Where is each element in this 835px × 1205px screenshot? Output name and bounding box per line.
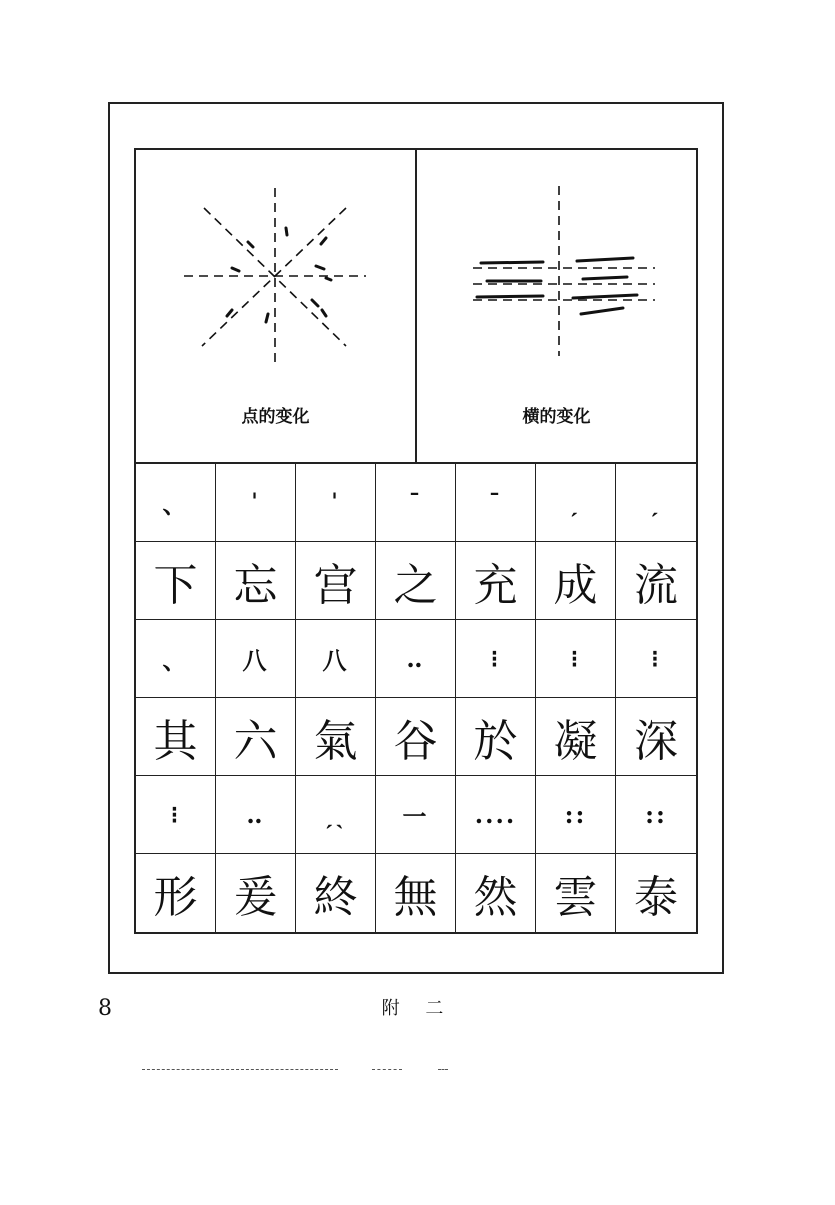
diagram-panel [134, 148, 698, 464]
grid-cell: ‥ [376, 620, 456, 698]
grid-cell: 成 [536, 542, 616, 620]
grid-cell: 六 [216, 698, 296, 776]
grid-cell: :: [616, 776, 696, 854]
grid-cell: 形 [136, 854, 216, 932]
grid-cell: 八 [216, 620, 296, 698]
grid-cell: ˉ [456, 464, 536, 542]
grid-cell: 終 [296, 854, 376, 932]
grid-cell: 爰 [216, 854, 296, 932]
grid-cell: 谷 [376, 698, 456, 776]
dot-variation-caption: 点的变化 [241, 407, 310, 427]
grid-cell: 之 [376, 542, 456, 620]
grid-cell: ⁝ [536, 620, 616, 698]
grid-cell: ˉ [376, 464, 456, 542]
grid-cell: ˈ [296, 464, 376, 542]
grid-cell: :: [536, 776, 616, 854]
horizontal-variation-diagram [415, 150, 696, 462]
grid-cell: .... [456, 776, 536, 854]
grid-cell: ˏˎ [296, 776, 376, 854]
grid-cell: ˏ [536, 464, 616, 542]
page-number: 8 [98, 996, 112, 1021]
scan-artifact-line [438, 1069, 448, 1070]
grid-cell: ˏ [616, 464, 696, 542]
grid-cell: 無 [376, 854, 456, 932]
grid-cell: 、 [136, 464, 216, 542]
scan-artifact-line [372, 1069, 402, 1070]
scan-artifact-line [142, 1069, 338, 1070]
grid-cell: 宫 [296, 542, 376, 620]
grid-cell: ‥ [216, 776, 296, 854]
grid-cell: 忘 [216, 542, 296, 620]
horizontal-strokes [477, 258, 637, 314]
grid-cell: ⁝ [136, 776, 216, 854]
grid-cell: 氣 [296, 698, 376, 776]
grid-cell: 雲 [536, 854, 616, 932]
grid-cell: 、 [136, 620, 216, 698]
character-grid [134, 464, 698, 934]
grid-cell: 凝 [536, 698, 616, 776]
dot-variation-diagram [136, 150, 415, 462]
grid-cell: 流 [616, 542, 696, 620]
grid-cell: 八 [296, 620, 376, 698]
grid-cell: ⁝ [616, 620, 696, 698]
grid-cell: 深 [616, 698, 696, 776]
grid-cell: ⁝ [456, 620, 536, 698]
grid-cell: 充 [456, 542, 536, 620]
grid-cell: 一 [376, 776, 456, 854]
grid-cell: 然 [456, 854, 536, 932]
figure-caption: 附 二 [381, 998, 454, 1019]
grid-cell: 其 [136, 698, 216, 776]
grid-cell: 下 [136, 542, 216, 620]
horizontal-variation-caption: 横的变化 [522, 407, 591, 427]
grid-cell: 於 [456, 698, 536, 776]
grid-cell: ˈ [216, 464, 296, 542]
grid-cell: 泰 [634, 872, 678, 923]
